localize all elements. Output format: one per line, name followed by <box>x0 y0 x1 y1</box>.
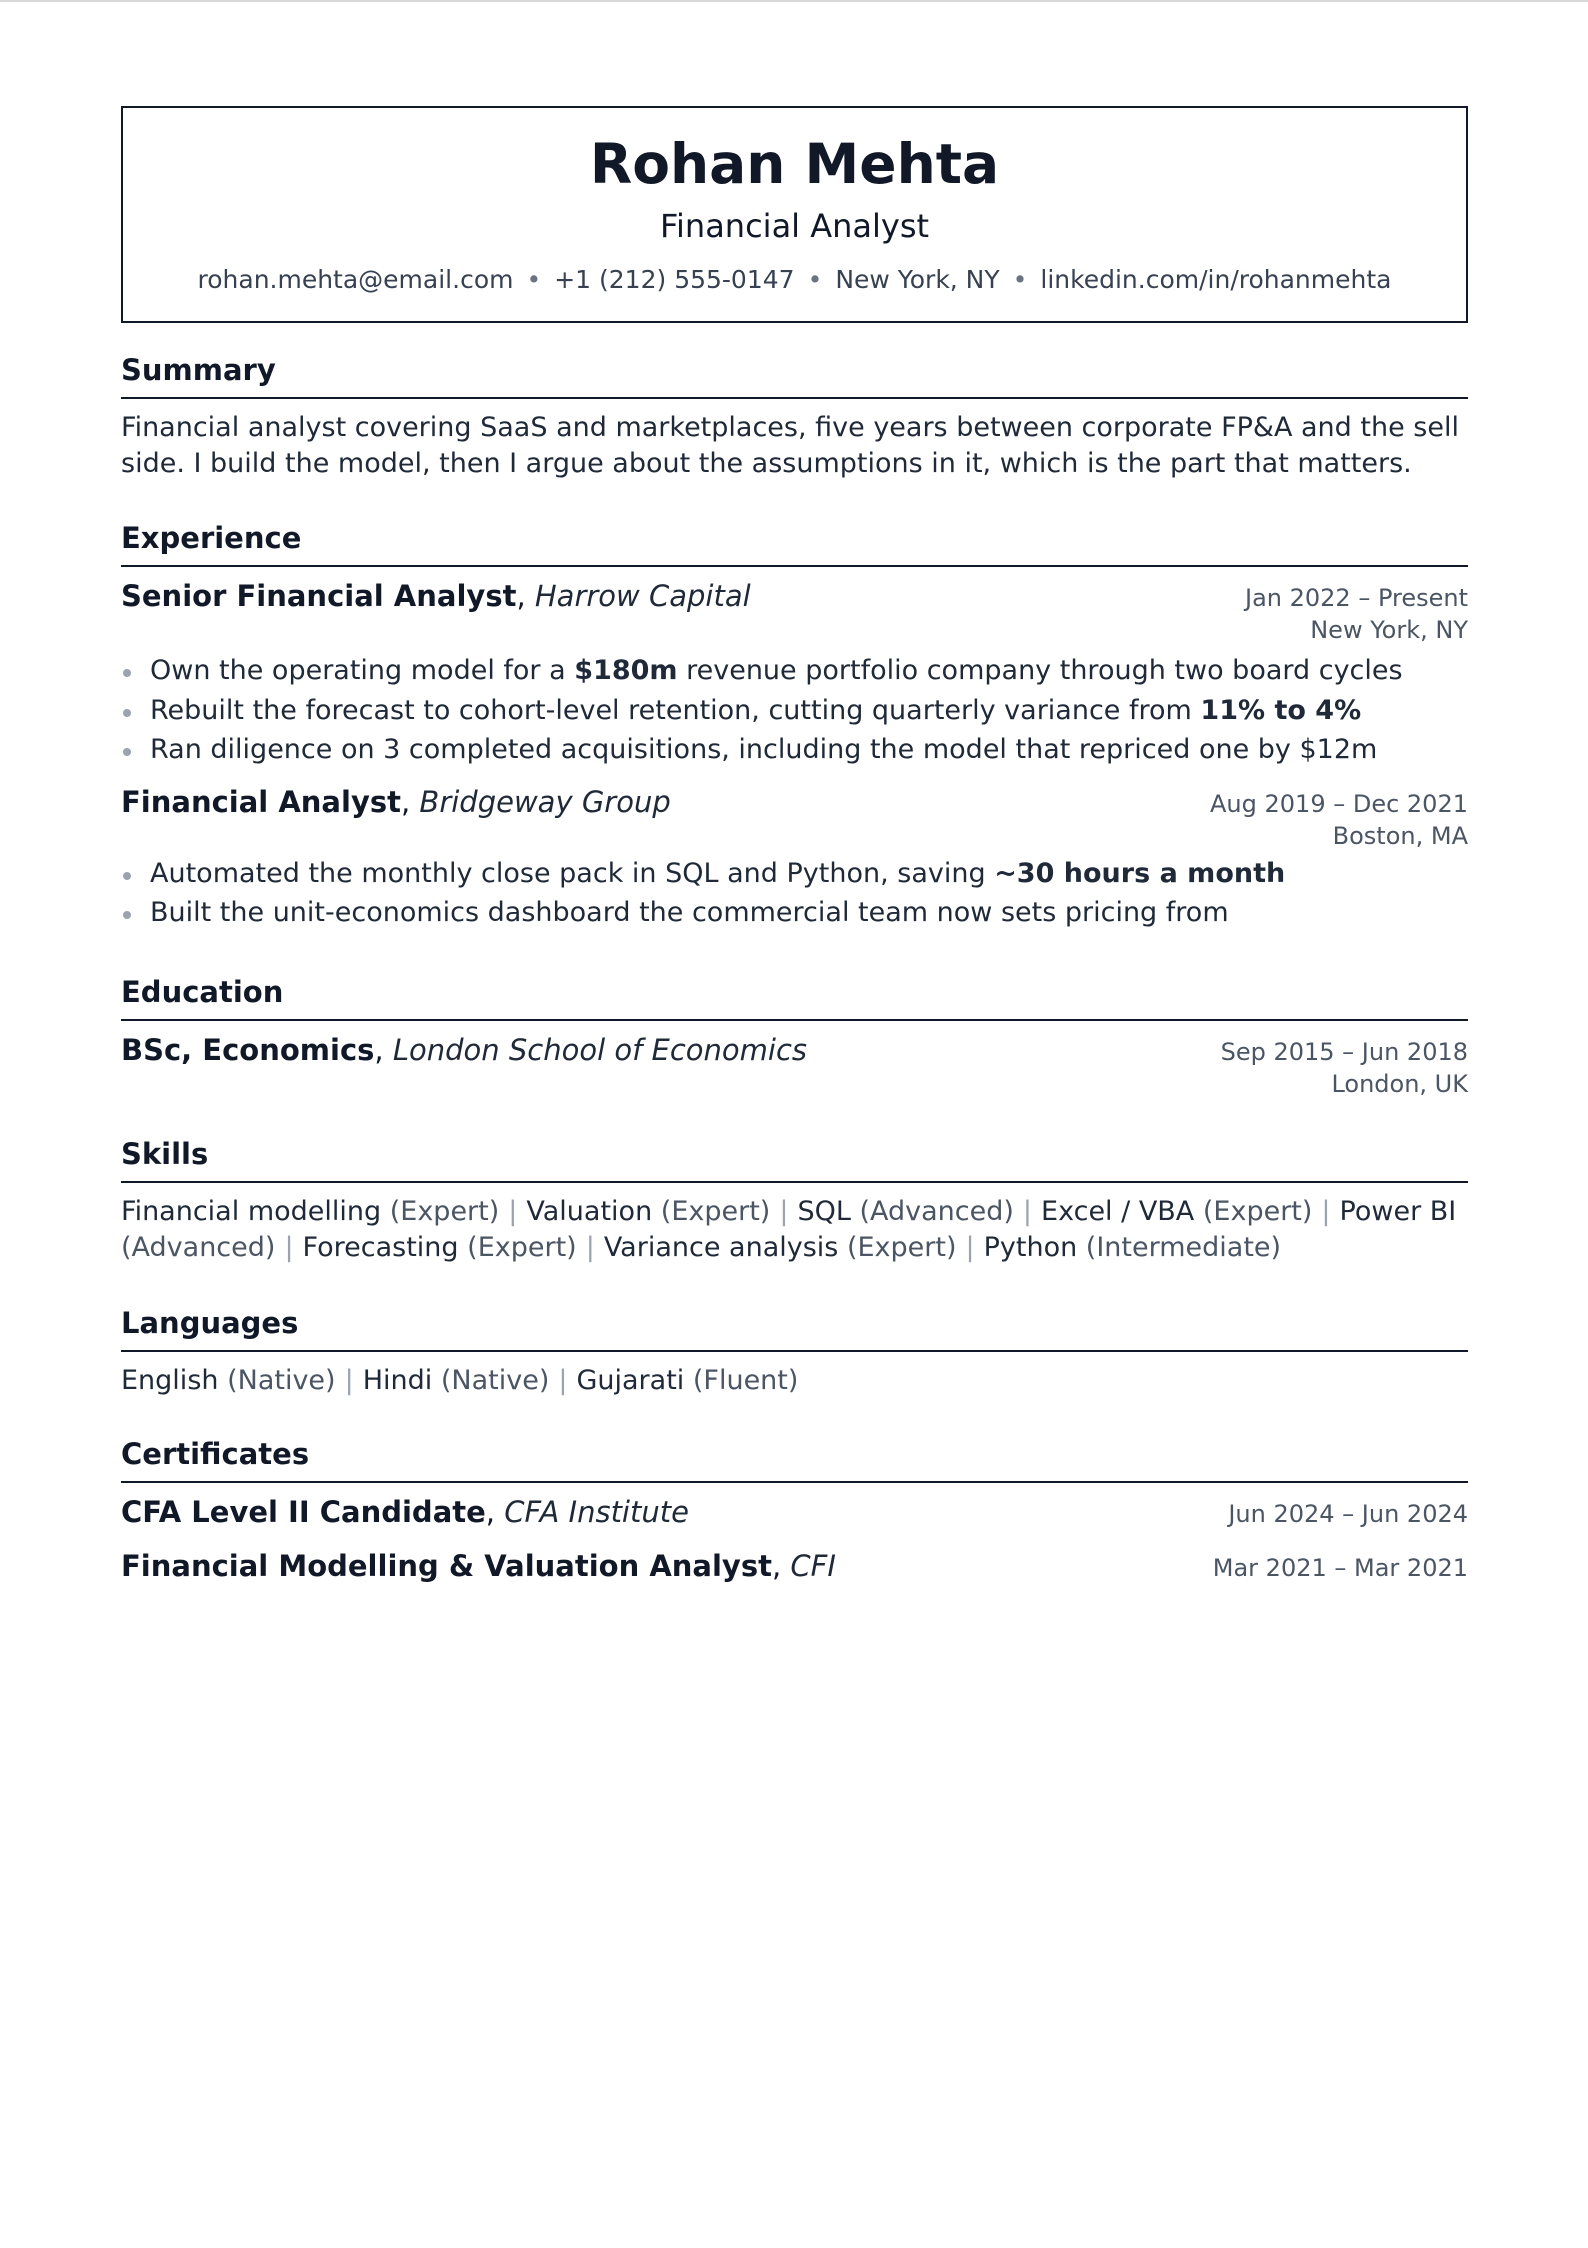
linkedin-link[interactable]: linkedin.com/in/rohanmehta <box>1040 265 1392 294</box>
job-meta <box>1210 788 1468 852</box>
certificate-title-line: Financial Modelling & Valuation Analyst, CFI <box>121 1549 836 1583</box>
phone-text: +1 (212) 555-0147 <box>554 265 795 294</box>
section-title-languages: Languages <box>121 1306 299 1340</box>
skill-item: Power BI (Advanced) <box>121 1196 1457 1263</box>
section-title-skills: Skills <box>121 1137 209 1171</box>
contact-separator: • <box>807 265 823 294</box>
candidate-name: Rohan Mehta <box>589 132 1000 196</box>
job-bullets <box>121 651 1468 770</box>
section-divider <box>121 1181 1468 1183</box>
languages-section <box>121 1306 1468 1399</box>
education-title-line: BSc, Economics, London School of Economics <box>121 1033 808 1067</box>
job-title-line: Senior Financial Analyst, Harrow Capital <box>121 579 751 613</box>
skill-item: Variance analysis (Expert) <box>603 1232 957 1263</box>
summary-text: Financial analyst covering SaaS and marketplaces, five years between corporate FP&A and the sell side. I build the model, then I argue about the assumptions in it, which is the part that matters. <box>121 412 1459 479</box>
job-company: Harrow Capital <box>534 579 751 613</box>
list-item: Ran diligence on 3 completed acquisitions, including the model that repriced one by $12m <box>121 730 1468 770</box>
skill-item: SQL (Advanced) <box>797 1196 1014 1227</box>
education-dates: Sep 2015 – Jun 2018 <box>1220 1038 1468 1066</box>
summary-section <box>121 353 1468 482</box>
section-title-certificates: Certificates <box>121 1437 310 1471</box>
school: London School of Economics <box>392 1033 808 1067</box>
skill-item: Python (Intermediate) <box>983 1232 1282 1263</box>
skill-item: Excel / VBA (Expert) <box>1041 1196 1313 1227</box>
candidate-headline: Financial Analyst <box>659 207 930 245</box>
section-title-summary: Summary <box>121 353 276 387</box>
certificate-name: Financial Modelling & Valuation Analyst <box>121 1549 772 1583</box>
certificate-name: CFA Level II Candidate <box>121 1495 486 1529</box>
certificate-dates: Mar 2021 – Mar 2021 <box>1212 1554 1468 1582</box>
location-text: New York, NY <box>835 265 1000 294</box>
job-entry <box>121 784 1468 858</box>
list-item: Automated the monthly close pack in SQL and Python, saving ~30 hours a month <box>121 854 1468 894</box>
page-top-border <box>0 0 1588 2</box>
job-location: New York, NY <box>1310 616 1468 644</box>
certificate-title-line: CFA Level II Candidate, CFA Institute <box>121 1495 689 1529</box>
list-item: Built the unit-economics dashboard the commercial team now sets pricing from <box>121 893 1468 933</box>
section-divider <box>121 1019 1468 1021</box>
section-divider <box>121 1481 1468 1483</box>
job-location: Boston, MA <box>1332 821 1468 850</box>
skill-item: Valuation (Expert) <box>526 1196 771 1227</box>
contact-line <box>123 265 1466 295</box>
education-location: London, UK <box>1331 1070 1468 1098</box>
job-dates: Jan 2022 – Present <box>1244 584 1468 612</box>
job-role: Financial Analyst <box>121 784 401 819</box>
section-divider <box>121 397 1468 399</box>
section-divider <box>121 1350 1468 1352</box>
skills-section <box>121 1137 1468 1266</box>
job-meta <box>1245 582 1468 646</box>
section-divider <box>121 565 1468 567</box>
education-section <box>121 975 1468 1106</box>
education-meta <box>1221 1036 1468 1100</box>
certificate-entry <box>121 1548 1468 1602</box>
section-title-education: Education <box>121 975 284 1009</box>
job-role: Senior Financial Analyst <box>121 579 517 613</box>
degree: BSc, Economics <box>121 1033 375 1067</box>
contact-separator: • <box>526 265 542 294</box>
job-bullets <box>121 854 1468 933</box>
contact-separator: • <box>1012 265 1028 294</box>
certificate-entry <box>121 1494 1468 1548</box>
certificates-section <box>121 1437 1468 1602</box>
job-entry <box>121 578 1468 652</box>
resume-page <box>121 106 1468 1583</box>
skills-list: Financial modelling (Expert) | Valuation (Expert) | SQL (Advanced) | Excel / VBA (Expert) | Power BI (Advanced) | Forecasting (Expert) | Variance analysis (Expert) | Python (Intermediate) <box>121 1196 1457 1263</box>
job-title-line: Financial Analyst, Bridgeway Group <box>121 784 671 819</box>
language-item: Gujarati (Fluent) <box>576 1365 799 1396</box>
job-dates: Aug 2019 – Dec 2021 <box>1210 789 1468 818</box>
certificate-dates: Jun 2024 – Jun 2024 <box>1228 1500 1468 1528</box>
resume-header <box>121 106 1468 323</box>
list-item: Rebuilt the forecast to cohort-level retention, cutting quarterly variance from 11% to 4% <box>121 691 1468 731</box>
certificate-issuer: CFI <box>790 1549 836 1583</box>
job-company: Bridgeway Group <box>419 784 671 819</box>
email-link[interactable]: rohan.mehta@email.com <box>197 265 514 294</box>
language-item: Hindi (Native) <box>362 1365 550 1396</box>
skill-item: Forecasting (Expert) <box>302 1232 577 1263</box>
list-item: Own the operating model for a $180m revenue portfolio company through two board cycles <box>121 651 1468 691</box>
languages-list: English (Native) | Hindi (Native) | Gujarati (Fluent) <box>121 1365 799 1396</box>
experience-section <box>121 521 1468 933</box>
section-title-experience: Experience <box>121 521 302 555</box>
skill-item: Financial modelling (Expert) <box>121 1196 500 1227</box>
language-item: English (Native) <box>121 1365 336 1396</box>
certificate-issuer: CFA Institute <box>504 1495 689 1529</box>
education-entry <box>121 1032 1468 1106</box>
